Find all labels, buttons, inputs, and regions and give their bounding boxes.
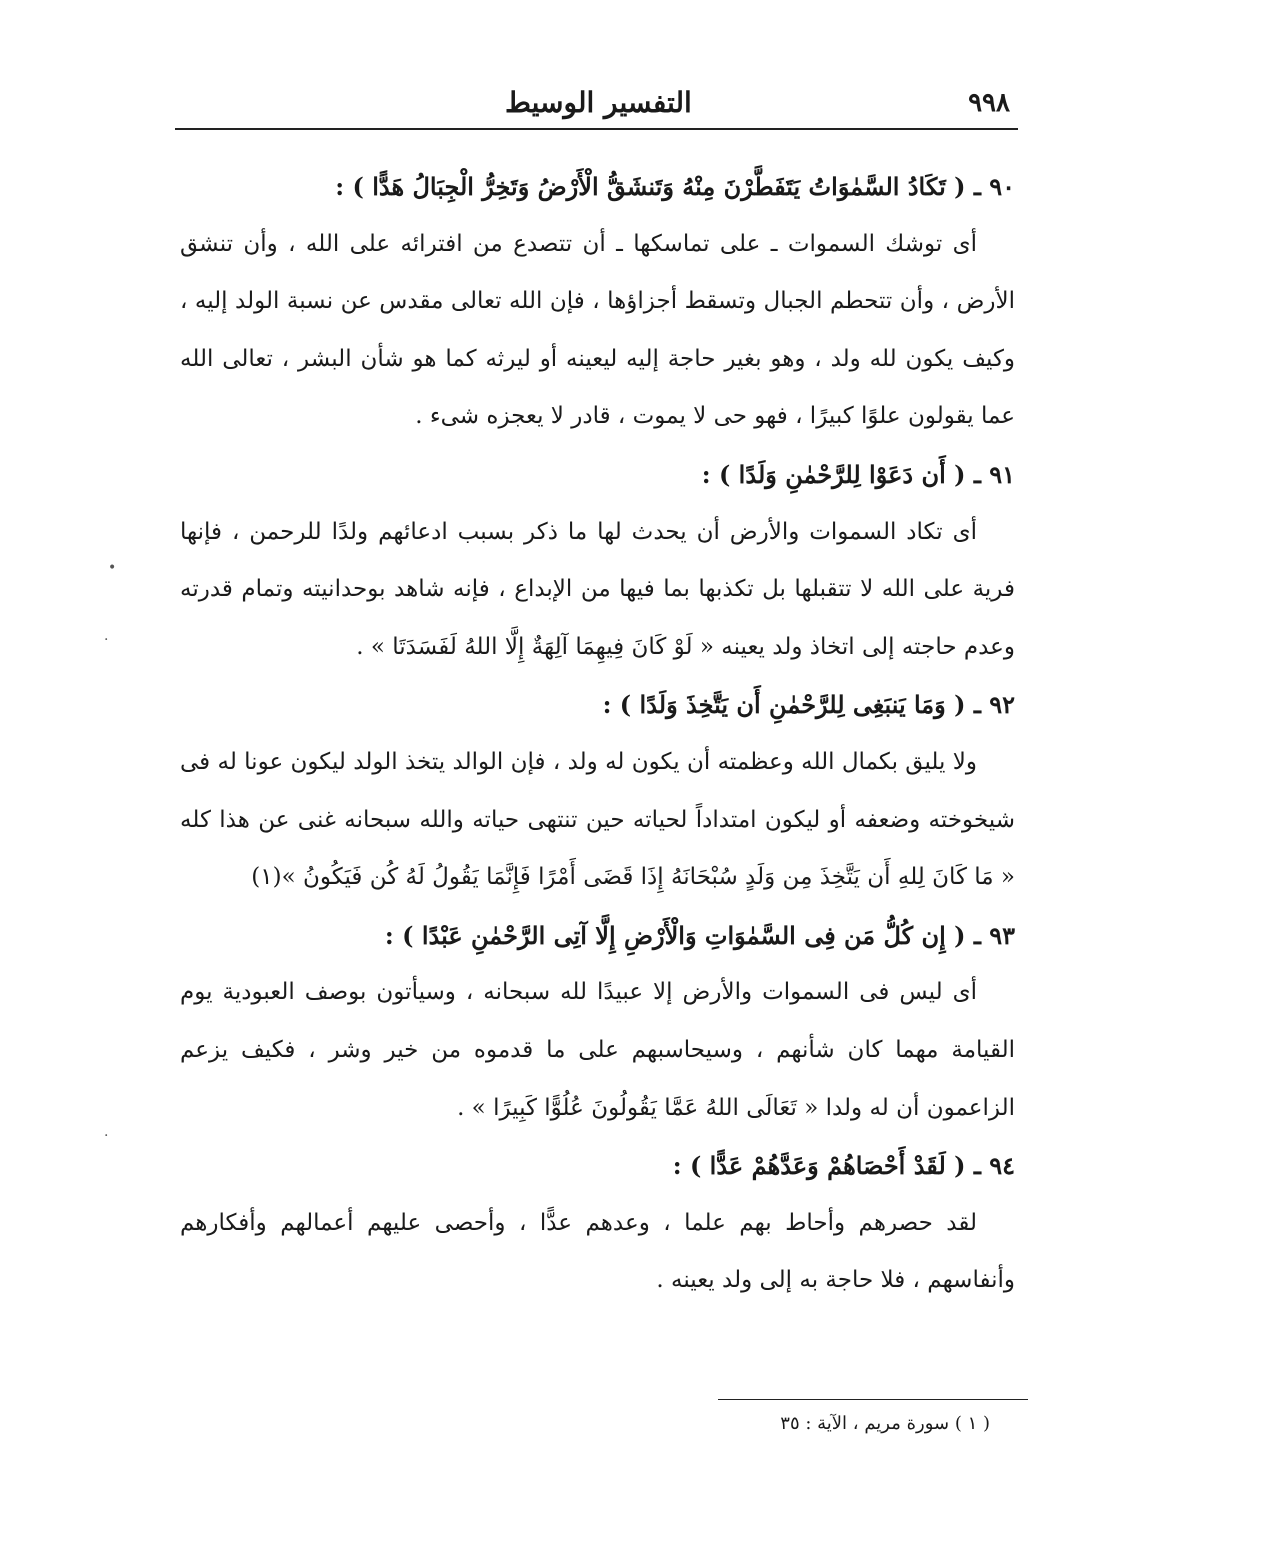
- header-rule: [175, 128, 1018, 130]
- margin-mark: •: [108, 560, 117, 576]
- page-header: [175, 82, 1018, 126]
- page-number: ٩٩٨: [968, 88, 1010, 118]
- ayah-heading-91: ٩١ ـ ( أَن دَعَوْا لِلرَّحْمٰنِ وَلَدًا ) :: [701, 459, 1015, 489]
- commentary-93: أى ليس فى السموات والأرض إلا عبيدًا لله سبحانه ، وسيأتون بوصف العبودية يوم القيامة مهما كان شأنهم ، وسيحاسبهم على ما قدموه من خير وشر ، فكيف يزعم الزاعمون أن له ولدا « تَعَالَى اللهُ عَمَّا يَقُولُونَ عُلُوًّا كَبِيرًا » .: [180, 979, 1015, 1121]
- footnote-rule: [718, 1399, 1028, 1400]
- ayah-heading-94: ٩٤ ـ ( لَقَدْ أَحْصَاهُمْ وَعَدَّهُمْ عَدًّا ) :: [672, 1151, 1015, 1181]
- ayah-heading-92: ٩٢ ـ ( وَمَا يَنبَغِى لِلرَّحْمٰنِ أَن يَتَّخِذَ وَلَدًا ) :: [602, 690, 1015, 720]
- commentary-92: ولا يليق بكمال الله وعظمته أن يكون له ولد ، فإن الوالد يتخذ الولد ليكون عونا له فى شيخوخته وضعفه أو ليكون امتداداً لحياته حين تنتهى حياته والله سبحانه غنى عن هذا كله « مَا كَانَ لِلهِ أَن يَتَّخِذَ مِن وَلَدٍ سُبْحَانَهُ إِذَا قَضَى أَمْرًا فَإِنَّمَا يَقُولُ لَهُ كُن فَيَكُونُ »(١): [180, 748, 1015, 891]
- commentary-91: أى تكاد السموات والأرض أن يحدث لها ما ذكر بسبب ادعائهم ولدًا للرحمن ، فإنها فرية على الله لا تتقبلها بل تكذبها بما فيها من الإبداع ، فإنه شاهد بوحدانيته وتمام قدرته وعدم حاجته إلى اتخاذ ولد يعينه « لَوْ كَانَ فِيهِمَا آلِهَةٌ إِلَّا اللهُ لَفَسَدَتَا » .: [180, 518, 1015, 660]
- commentary-90: أى توشك السموات ـ على تماسكها ـ أن تتصدع من افترائه على الله ، وأن تنشق الأرض ، وأن تتحطم الجبال وتسقط أجزاؤها ، فإن الله تعالى مقدس عن نسبة الولد إليه ، وكيف يكون لله ولد ، وهو بغير حاجة إليه ليعينه أو ليرثه كما هو شأن البشر ، تعالى الله عما يقولون علوًا كبيرًا ، فهو حى لا يموت ، قادر لا يعجزه شىء .: [180, 230, 1015, 430]
- commentary-94: لقد حصرهم وأحاط بهم علما ، وعدهم عدًّا ، وأحصى عليهم أعمالهم وأفكارهم وأنفاسهم ، فلا حاجة به إلى ولد يعينه .: [180, 1209, 1015, 1294]
- footnote: ( ١ ) سورة مريم ، الآية : ٣٥: [780, 1413, 990, 1434]
- body-text: [180, 158, 1015, 1310]
- ayah-heading-90: ٩٠ ـ ( تَكَادُ السَّمٰوَاتُ يَتَفَطَّرْنَ مِنْهُ وَتَنشَقُّ الْأَرْضُ وَتَخِرُّ الْجِبَالُ هَدًّا ) :: [335, 172, 1015, 201]
- running-title: التفسير الوسيط: [505, 86, 692, 119]
- margin-mark: ·: [104, 632, 109, 648]
- ayah-heading-93: ٩٣ ـ ( إِن كُلُّ مَن فِى السَّمٰوَاتِ وَالْأَرْضِ إِلَّا آتِى الرَّحْمٰنِ عَبْدًا ) :: [384, 920, 1015, 950]
- margin-mark: ·: [104, 1128, 109, 1144]
